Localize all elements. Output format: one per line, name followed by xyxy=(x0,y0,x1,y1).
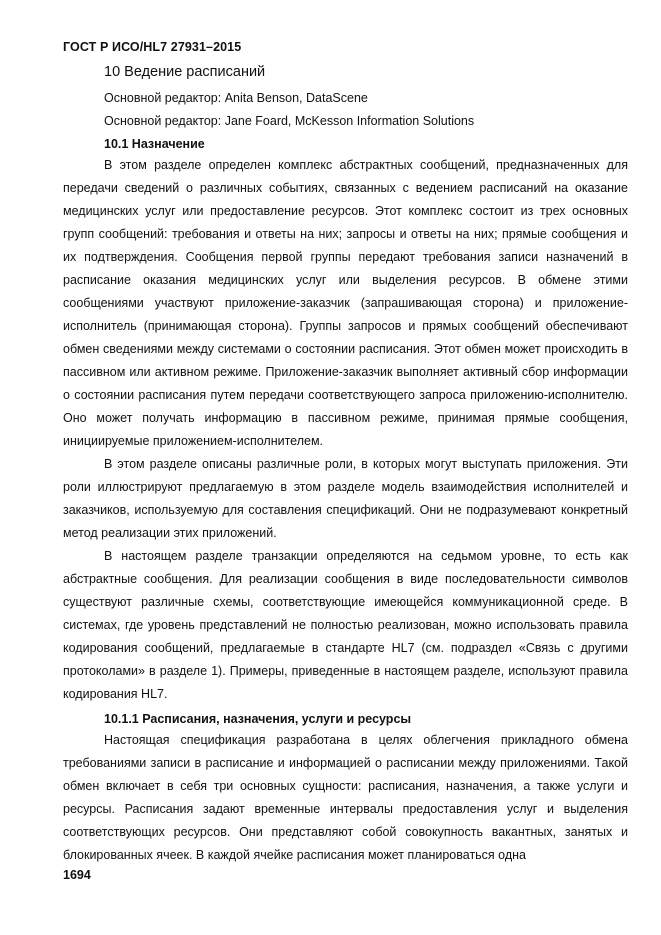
editor-line: Основной редактор: Jane Foard, McKesson Information Solutions xyxy=(104,114,475,128)
paragraph: В настоящем разделе транзакции определяются на седьмом уровне, то есть как абстрактные сообщения. Для реализации сообщения в виде последовательности символов существуют различные схемы, соответствующие имеющейся коммуникационной среде. В системах, где уровень представлений не полностью реализован, можно использовать правила кодирования сообщений, предлагаемые в стандарте HL7 (см. подраздел «Связь с другими протоколами» в разделе 1). Примеры, приведенные в настоящем разделе, используют правила кодирования HL7. xyxy=(63,549,628,701)
paragraph: В этом разделе описаны различные роли, в которых могут выступать приложения. Эти роли иллюстрируют предлагаемую в этом разделе модель взаимодействия исполнителей и заказчиков, используемую для составления спецификаций. Они не подразумевают конкретный метод реализации этих приложений. xyxy=(63,457,628,540)
subsection-title: 10.1 Назначение xyxy=(104,137,205,151)
subsection-title: 10.1.1 Расписания, назначения, услуги и ресурсы xyxy=(104,712,412,726)
editor-line: Основной редактор: Anita Benson, DataScene xyxy=(104,91,368,105)
document-header: ГОСТ Р ИСО/HL7 27931–2015 xyxy=(63,40,242,54)
paragraph: В этом разделе определен комплекс абстрактных сообщений, предназначенных для передачи сведений о различных событиях, связанных с ведением расписаний на оказание медицинских услуг или предоставление ресурсов. Этот комплекс состоит из трех основных групп сообщений: требования и ответы на них; запросы и ответы на них; прямые сообщения и их подтверждения. Сообщения первой группы передают требования записи назначений в расписание оказания медицинских услуг или выделения ресурсов. В обмене этими сообщениями участвуют приложение-заказчик (запрашивающая сторона) и приложение-исполнитель (принимающая сторона). Группы запросов и прямых сообщений обеспечивают обмен сведениями между системами о состоянии расписания. Этот обмен может происходить в пассивном или активном режиме. Приложение-заказчик выполняет активный сбор информации о состоянии расписания путем передачи соответствующего запроса приложению-исполнителю. Оно может получать информацию в пассивном режиме, принимая прямые сообщения, инициируемые приложением-исполнителем. xyxy=(63,158,628,448)
section-title: 10 Ведение расписаний xyxy=(104,64,266,80)
page-number: 1694 xyxy=(63,868,91,882)
paragraph: Настоящая спецификация разработана в целях облегчения прикладного обмена требованиями записи в расписание и информацией о расписании между приложениями. Такой обмен включает в себя три основных сущности: расписания, назначения, а также услуги и ресурсы. Расписания задают временные интервалы предоставления услуг и выделения соответствующих ресурсов. Они представляют собой совокупность вакантных, занятых и блокированных ячеек. В каждой ячейке расписания может планироваться одна xyxy=(63,733,628,862)
subsection-body xyxy=(63,729,628,867)
subsection-body xyxy=(63,154,628,706)
